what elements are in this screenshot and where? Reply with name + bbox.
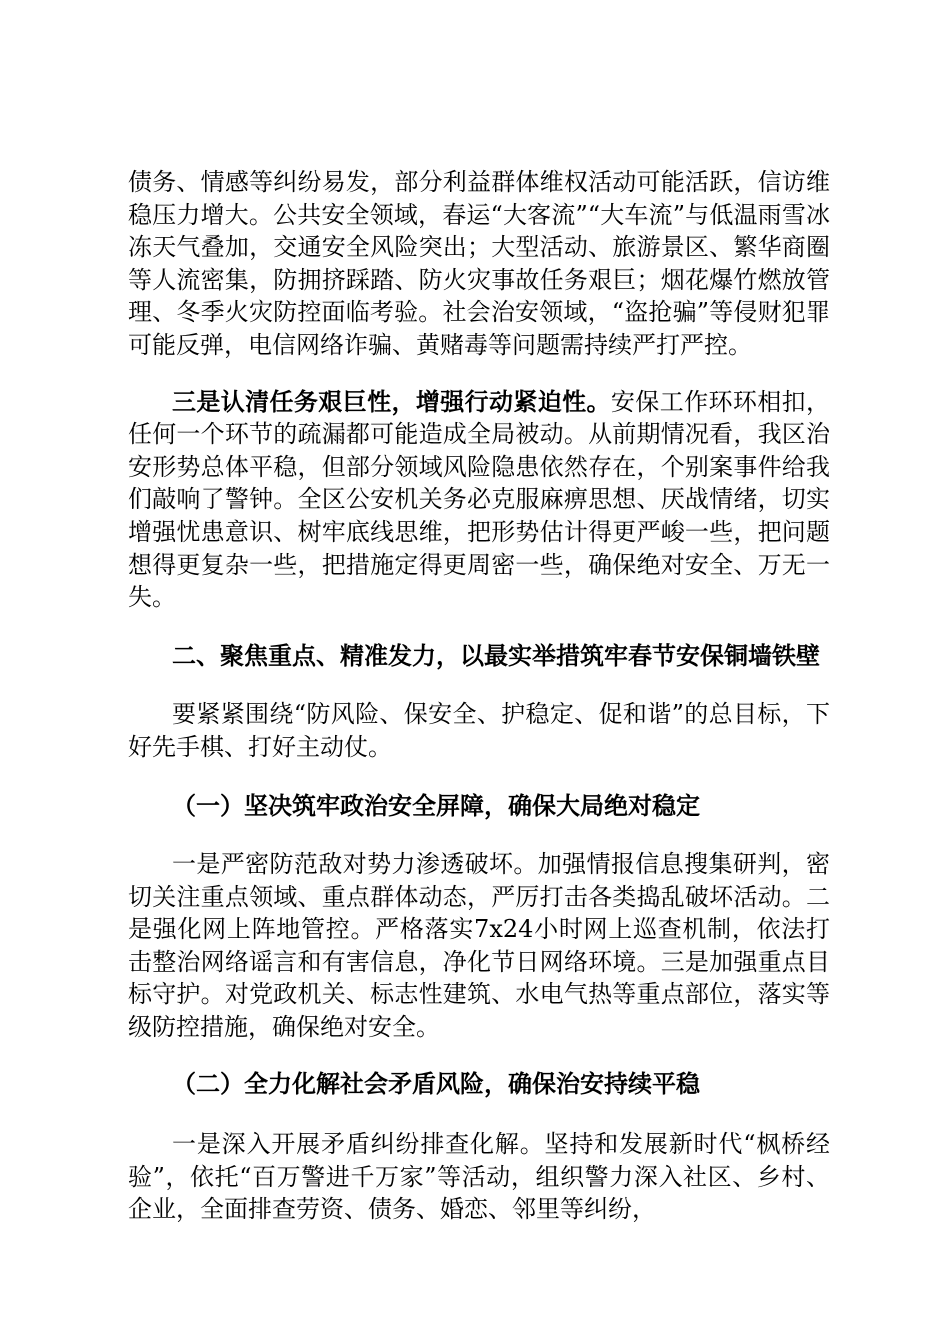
- paragraph-body: 安保工作环环相扣，任何一个环节的疏漏都可能造成全局被动。从前期情况看，我区治安形势总体平稳，但部分领域风险隐患依然存在，个别案事件给我们敲响了警钟。全区公安机关务必克服麻痹思想、厌战情绪，切实增强忧患意识、树牢底线思维，把形势估计得更严峻一些，把问题想得更复杂一些，把措施定得更周密一些，确保绝对安全、万无一失。: [128, 387, 830, 612]
- subsection-heading-1: （一）坚决筑牢政治安全屏障，确保大局绝对稳定: [172, 790, 700, 820]
- paragraph-task-urgency: [128, 386, 830, 614]
- paragraph-goal: 要紧紧围绕“防风险、保安全、护稳定、促和谐”的总目标，下好先手棋、打好主动仗。: [128, 700, 830, 761]
- paragraph-continuation: 债务、情感等纠纷易发，部分利益群体维权活动可能活跃，信访维稳压力增大。公共安全领域，春运“大客流”“大车流”与低温雨雪冰冻天气叠加，交通安全风险突出；大型活动、旅游景区、繁华商圈等人流密集，防拥挤踩踏、防火灾事故任务艰巨；烟花爆竹燃放管理、冬季火灾防控面临考验。社会治安领域，“盗抢骗”等侵财犯罪可能反弹，电信网络诈骗、黄赌毒等问题需持续严打严控。: [128, 168, 830, 359]
- section-heading-2: 二、聚焦重点、精准发力，以最实举措筑牢春节安保铜墙铁壁: [172, 640, 820, 670]
- paragraph-lead-in: 三是认清任务艰巨性，增强行动紧迫性。: [172, 386, 611, 416]
- paragraph-conflict-resolution: 一是深入开展矛盾纠纷排查化解。坚持和发展新时代“枫桥经验”，依托“百万警进千万家”等活动，组织警力深入社区、乡村、企业，全面排查劳资、债务、婚恋、邻里等纠纷，: [128, 1130, 830, 1224]
- subsection-heading-2: （二）全力化解社会矛盾风险，确保治安持续平稳: [172, 1068, 700, 1098]
- document-page: [128, 166, 830, 1226]
- paragraph-political-security: 一是严密防范敌对势力渗透破坏。加强情报信息搜集研判，密切关注重点领域、重点群体动态，严厉打击各类捣乱破坏活动。二是强化网上阵地管控。严格落实7x24小时网上巡查机制，依法打击整治网络谣言和有害信息，净化节日网络环境。三是加强重点目标守护。对党政机关、标志性建筑、水电气热等重点部位，落实等级防控措施，确保绝对安全。: [128, 850, 830, 1042]
